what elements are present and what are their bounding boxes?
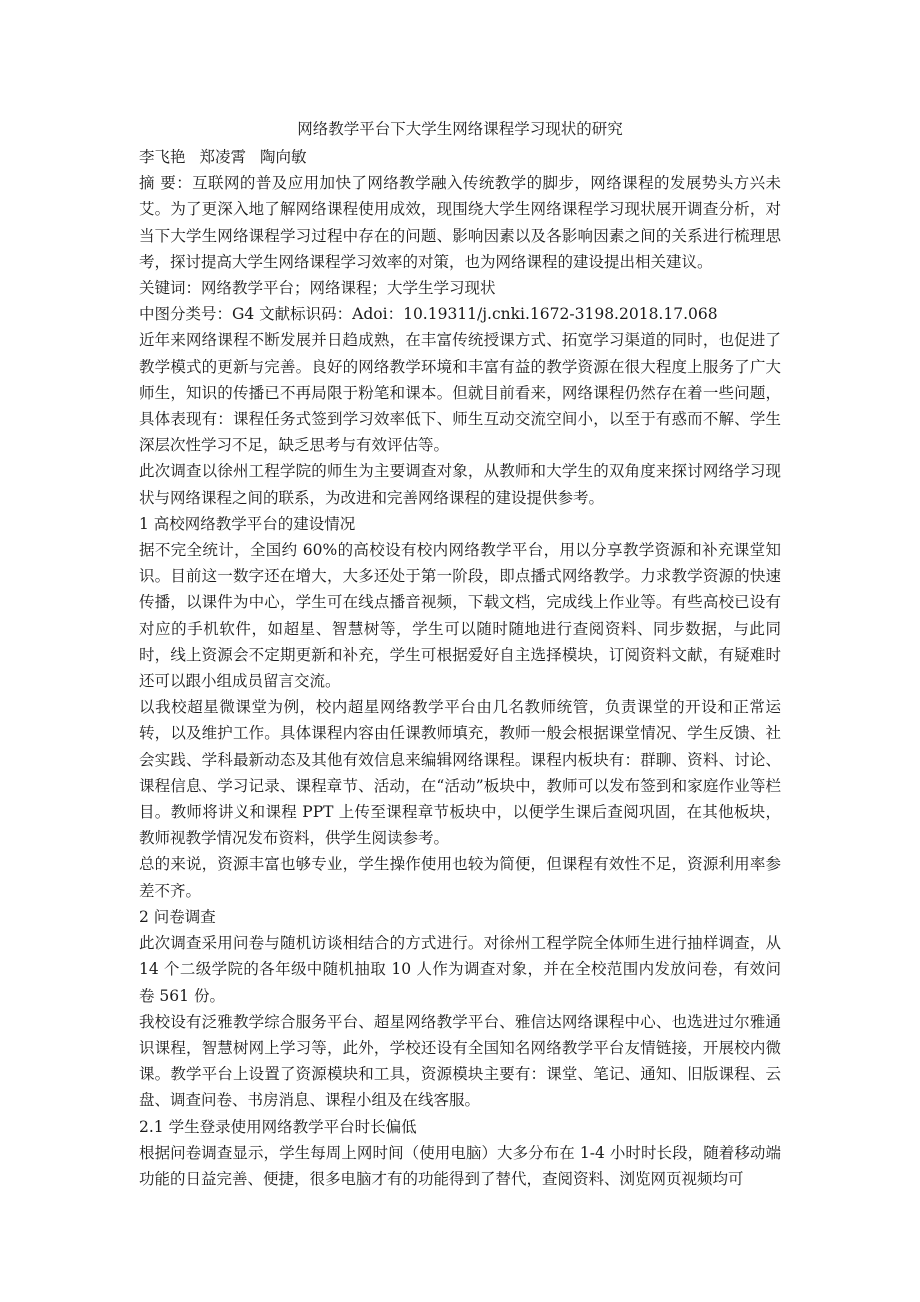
document-page	[139, 118, 781, 1192]
author-name: 陶向敏	[260, 148, 307, 166]
body-paragraph: 总的来说，资源丰富也够专业，学生操作使用也较为简便，但课程有效性不足，资源利用率参差不齐。	[139, 855, 781, 900]
abstract: 摘 要：互联网的普及应用加快了网络教学融入传统教学的脚步，网络课程的发展势头方兴未艾。为了更深入地了解网络课程使用成效，现围绕大学生网络课程学习现状展开调查分析，对当下大学生网络课程学习过程中存在的问题、影响因素以及各影响因素之间的关系进行梳理思考，探讨提高大学生网络课程学习效率的对策，也为网络课程的建设提出相关建议。	[139, 174, 781, 271]
classification-info: 中图分类号：G4 文献标识码：Adoi：10.19311/j.cnki.1672-3198.2018.17.068	[139, 305, 718, 324]
author-list	[139, 144, 781, 170]
section-heading: 2 问卷调查	[139, 907, 216, 926]
keywords: 关键词：网络教学平台；网络课程；大学生学习现状	[139, 279, 496, 298]
body-paragraph: 以我校超星微课堂为例，校内超星网络教学平台由几名教师统管，负责课堂的开设和正常运转，以及维护工作。具体课程内容由任课教师填充，教师一般会根据课堂情况、学生反馈、社会实践、学科最新动态及其他有效信息来编辑网络课程。课程内板块有：群聊、资料、讨论、课程信息、学习记录、课程章节、活动，在“活动”板块中，教师可以发布签到和家庭作业等栏目。教师将讲义和课程 PPT 上传至课程章节板块中，以便学生课后查阅巩固，在其他板块，教师视教学情况发布资料，供学生阅读参考。	[139, 698, 781, 848]
body-paragraph: 根据问卷调查显示，学生每周上网时间（使用电脑）大多分布在 1-4 小时时长段，随着移动端功能的日益完善、便捷，很多电脑才有的功能得到了替代，查阅资料、浏览网页视频均可	[139, 1143, 781, 1188]
body-paragraph: 我校设有泛雅教学综合服务平台、超星网络教学平台、雅信达网络课程中心、也选进过尔雅通识课程，智慧树网上学习等，此外，学校还设有全国知名网络教学平台友情链接，开展校内微课。教学平台上设置了资源模块和工具，资源模块主要有：课堂、笔记、通知、旧版课程、云盘、调查问卷、书房消息、课程小组及在线客服。	[139, 1012, 781, 1110]
subsection-heading: 2.1 学生登录使用网络教学平台时长偏低	[139, 1117, 417, 1136]
body-paragraph: 此次调查采用问卷与随机访谈相结合的方式进行。对徐州工程学院全体师生进行抽样调查，从 14 个二级学院的各年级中随机抽取 10 人作为调查对象，并在全校范围内发放问卷，有效问卷 561 份。	[139, 934, 781, 1005]
author-name: 郑凌霄	[199, 148, 247, 166]
body-paragraph: 据不完全统计，全国约 60%的高校设有校内网络教学平台，用以分享教学资源和补充课堂知识。目前这一数字还在增大，大多还处于第一阶段，即点播式网络教学。力求教学资源的快速传播，以课件为中心，学生可在线点播音视频，下载文档，完成线上作业等。有些高校已设有对应的手机软件，如超星、智慧树等，学生可以随时随地进行查阅资料、同步数据，与此同时，线上资源会不定期更新和补充，学生可根据爱好自主选择模块，订阅资料文献，有疑难时还可以跟小组成员留言交流。	[139, 541, 781, 691]
author-name: 李飞艳	[139, 148, 186, 166]
body-paragraph: 近年来网络课程不断发展并日趋成熟，在丰富传统授课方式、拓宽学习渠道的同时，也促进了教学模式的更新与完善。良好的网络教学环境和丰富有益的教学资源在很大程度上服务了广大师生，知识的传播已不再局限于粉笔和课本。但就目前看来，网络课程仍然存在着一些问题，具体表现有：课程任务式签到学习效率低下、师生互动交流空间小，以至于有惑而不解、学生深层次性学习不足，缺乏思考与有效评估等。	[139, 331, 781, 455]
body-paragraph: 此次调查以徐州工程学院的师生为主要调查对象，从教师和大学生的双角度来探讨网络学习现状与网络课程之间的联系，为改进和完善网络课程的建设提供参考。	[139, 462, 781, 507]
section-heading: 1 高校网络教学平台的建设情况	[139, 514, 356, 533]
page-title: 网络教学平台下大学生网络课程学习现状的研究	[297, 120, 623, 138]
